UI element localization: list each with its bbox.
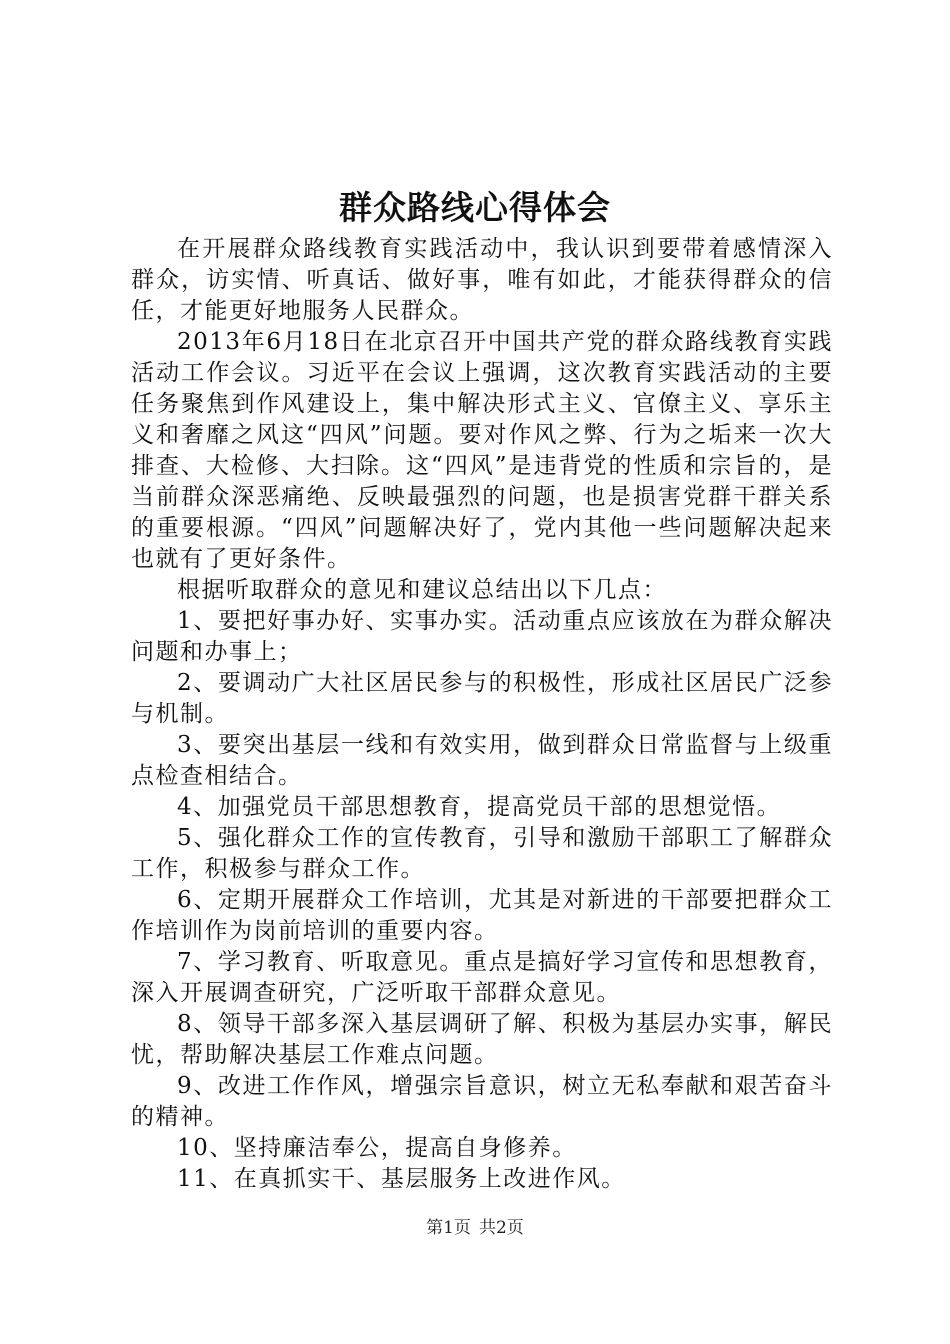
list-item: 1、要把好事办好、实事办实。活动重点应该放在为群众解决问题和办事上； (131, 608, 833, 665)
page-footer (0, 1216, 950, 1240)
page-number: 第1页 (426, 1218, 471, 1238)
list-item: 5、强化群众工作的宣传教育，引导和激励干部职工了解群众工作，积极参与群众工作。 (131, 825, 833, 882)
document-title: 群众路线心得体会 (339, 188, 611, 227)
list-item: 4、加强党员干部思想教育，提高党员干部的思想觉悟。 (177, 794, 782, 820)
paragraph-meeting: 2013年6月18日在北京召开中国共产党的群众路线教育实践活动工作会议。习近平在会议上强调，这次教育实践活动的主要任务聚焦到作风建设上，集中解决形式主义、官僚主义、享乐主义和奢靡之风这“四风”问题。要对作风之弊、行为之垢来一次大排查、大检修、大扫除。这“四风”是违背党的性质和宗旨的，是当前群众深恶痛绝、反映最强烈的问题，也是损害党群干群关系的重要根源。“四风”问题解决好了，党内其他一些问题解决起来也就有了更好条件。 (131, 329, 833, 572)
list-item: 7、学习教育、听取意见。重点是搞好学习宣传和思想教育，深入开展调查研究，广泛听取干部群众意见。 (131, 949, 833, 1006)
list-item: 6、定期开展群众工作培训，尤其是对新进的干部要把群众工作培训作为岗前培训的重要内容。 (131, 887, 833, 944)
paragraph-summary-lead: 根据听取群众的意见和建议总结出以下几点： (177, 577, 667, 603)
paragraph-intro: 在开展群众路线教育实践活动中，我认识到要带着感情深入群众，访实情、听真话、做好事，唯有如此，才能获得群众的信任，才能更好地服务人民群众。 (131, 236, 833, 324)
list-item: 8、领导干部多深入基层调研了解、积极为基层办实事，解民忧，帮助解决基层工作难点问题。 (131, 1011, 833, 1068)
document-body (131, 234, 833, 1195)
page-total: 共2页 (479, 1218, 524, 1238)
list-item: 10、坚持廉洁奉公，提高自身修养。 (177, 1135, 577, 1161)
list-item: 2、要调动广大社区居民参与的积极性，形成社区居民广泛参与机制。 (131, 670, 833, 727)
list-item: 9、改进工作作风，增强宗旨意识，树立无私奉献和艰苦奋斗的精神。 (131, 1073, 833, 1130)
list-item: 11、在真抓实干、基层服务上改进作风。 (177, 1166, 626, 1192)
list-item: 3、要突出基层一线和有效实用，做到群众日常监督与上级重点检查相结合。 (131, 732, 833, 789)
